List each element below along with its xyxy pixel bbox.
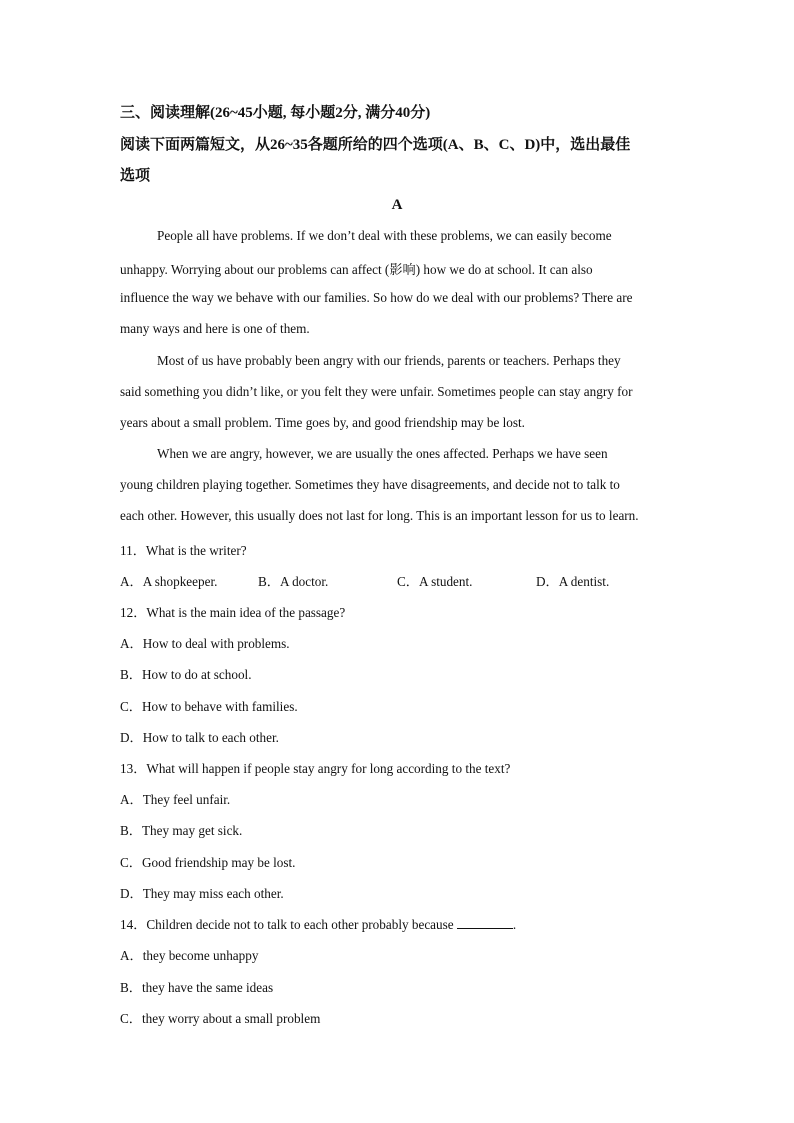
section-instruction-line2: 选项	[120, 168, 151, 184]
question-14-option-b[interactable]: B．they have the same ideas	[120, 980, 274, 995]
passage-line: young children playing together. Sometimes they have disagreements, and decide not to talk to	[120, 477, 620, 492]
question-11-stem: 11．What is the writer?	[120, 543, 247, 558]
question-12-option-d[interactable]: D．How to talk to each other.	[120, 730, 279, 745]
passage-line: years about a small problem. Time goes by, and good friendship may be lost.	[120, 415, 525, 430]
question-12-option-a[interactable]: A．How to deal with problems.	[120, 636, 290, 651]
question-12-stem: 12．What is the main idea of the passage?	[120, 605, 346, 620]
passage-line: Most of us have probably been angry with our friends, parents or teachers. Perhaps they	[157, 353, 621, 368]
passage-line: said something you didn’t like, or you felt they were unfair. Sometimes people can stay angry for	[120, 384, 633, 399]
option-a[interactable]: A．A shopkeeper.	[120, 574, 218, 589]
question-12-option-b[interactable]: B．How to do at school.	[120, 667, 252, 682]
passage-line: People all have problems. If we don’t deal with these problems, we can easily become	[157, 228, 612, 243]
passage-line: many ways and here is one of them.	[120, 321, 310, 336]
passage-line: unhappy. Worrying about our problems can affect (影响) how we do at school. It can also	[120, 262, 593, 277]
question-14-stem-end: .	[512, 917, 517, 932]
question-14-stem	[120, 914, 516, 933]
option-b[interactable]: B．A doctor.	[258, 574, 329, 589]
option-c[interactable]: C．A student.	[397, 574, 473, 589]
passage-label: A	[391, 197, 403, 213]
passage-line: influence the way we behave with our families. So how do we deal with our problems? There are	[120, 290, 633, 305]
question-13-option-d[interactable]: D．They may miss each other.	[120, 886, 284, 901]
question-11-options	[120, 571, 609, 590]
question-13-option-c[interactable]: C．Good friendship may be lost.	[120, 855, 296, 870]
option-d[interactable]: D．A dentist.	[536, 574, 610, 589]
question-13-option-b[interactable]: B．They may get sick.	[120, 823, 243, 838]
question-13-option-a[interactable]: A．They feel unfair.	[120, 792, 231, 807]
passage-line: When we are angry, however, we are usually the ones affected. Perhaps we have seen	[157, 446, 608, 461]
question-12-option-c[interactable]: C．How to behave with families.	[120, 699, 298, 714]
question-14-option-c[interactable]: C．they worry about a small problem	[120, 1011, 321, 1026]
question-14-option-a[interactable]: A．they become unhappy	[120, 948, 259, 963]
question-13-stem: 13．What will happen if people stay angry for long according to the text?	[120, 761, 511, 776]
question-14-stem-text: 14．Children decide not to talk to each other probably because	[120, 917, 454, 932]
section-instruction-line1: 阅读下面两篇短文，从26~35各题所给的四个选项(A、B、C、D)中，选出最佳	[120, 137, 631, 153]
passage-line: each other. However, this usually does not last for long. This is an important lesson for us to learn.	[120, 508, 639, 523]
section-heading: 三、阅读理解(26~45小题, 每小题2分, 满分40分)	[120, 105, 431, 121]
answer-blank[interactable]	[457, 917, 513, 929]
